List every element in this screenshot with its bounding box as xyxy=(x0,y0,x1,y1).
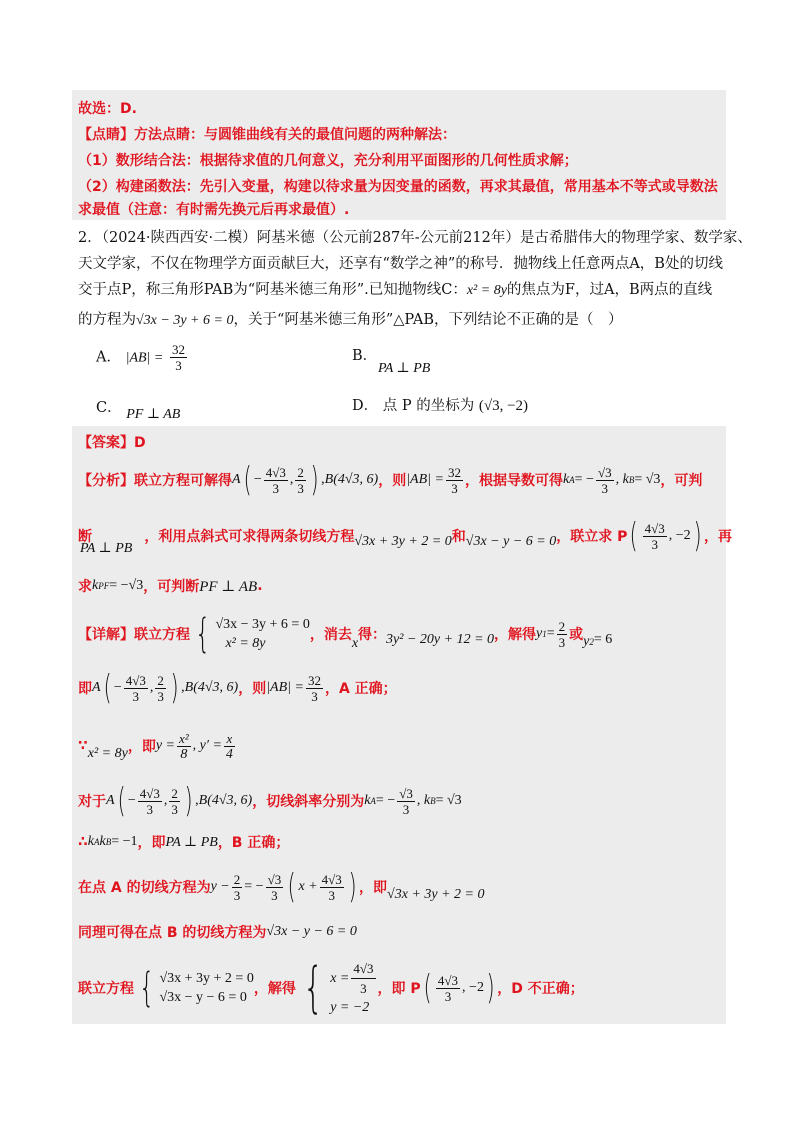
detail-solve-2: ，解得 xyxy=(253,981,296,997)
kpf-sub: PF xyxy=(98,581,110,591)
method-1: （1）数形结合法：根据待求值的几何意义，充分利用平面图形的几何性质求解； xyxy=(78,153,578,169)
detail-ji-5: ，即 P xyxy=(377,981,421,997)
analysis-he: 和 xyxy=(451,529,466,545)
detail4-a-x xyxy=(138,786,162,817)
y1-den: 3 xyxy=(558,634,566,650)
detail-yp-frac xyxy=(224,731,235,762)
ta-d1: 3 xyxy=(233,887,241,903)
analysis-head: 【分析】联立方程可解得 xyxy=(78,473,232,489)
parabola-equation: x² = 8y xyxy=(466,283,507,298)
final-p-num: 4√3 xyxy=(437,972,459,988)
final-p-den: 3 xyxy=(444,988,452,1004)
detail-de: 得： xyxy=(358,627,387,643)
detail-line-7 xyxy=(78,920,357,944)
question-line-3 xyxy=(78,278,712,299)
analysis-pf-ab: PF ⊥ AB xyxy=(199,578,258,595)
detail-a-x-num: 4√3 xyxy=(125,672,146,688)
sol-y: y = −2 xyxy=(330,1000,370,1015)
point-a-x-num: 4√3 xyxy=(265,464,286,480)
y2-sub: 2 xyxy=(589,637,594,647)
detail-ji-2: ，即 xyxy=(127,739,156,755)
line-ab-equation: √3x − 3y + 6 = 0 xyxy=(136,313,234,328)
option-d-label: D． xyxy=(352,398,379,414)
option-d-expr: (√3, −2) xyxy=(478,398,529,414)
analysis-ab-num: 32 xyxy=(447,464,461,480)
detail-ab-num: 32 xyxy=(307,672,321,688)
detail-line-5 xyxy=(78,830,289,854)
detail-line-2: 即 A ( − $\frac{4√3}{3}$ , $\frac{2}{3}$ ) , B(4√3, 6) ，则 |AB| = $\frac{32}{3}$ ，A 正确； xyxy=(78,668,397,708)
y1-symbol: y xyxy=(536,626,543,641)
detail4-a-y xyxy=(169,786,180,817)
ta-lhs: y − xyxy=(210,879,230,894)
analysis-p-num: 4√3 xyxy=(644,520,665,536)
detail-head: 【详解】联立方程 xyxy=(78,627,190,643)
ta-x: x + xyxy=(298,879,318,894)
detail-ka-num: √3 xyxy=(399,785,413,801)
detail-ka-eq: = − xyxy=(375,793,396,808)
analysis-ab-frac xyxy=(446,465,463,496)
analysis-zai: ，再 xyxy=(703,529,732,545)
detail-similarly: 同理可得在点 B 的切线方程为 xyxy=(78,925,267,941)
choice-line: 故选：D. xyxy=(78,101,137,117)
detail-ji-4: ，即 xyxy=(359,880,388,896)
detail-ab-den: 3 xyxy=(311,688,318,704)
point-a-y-num: 2 xyxy=(297,464,304,480)
detail-slopes: ，切线斜率分别为 xyxy=(252,794,365,810)
ta-n2: √3 xyxy=(267,871,282,887)
solution-system xyxy=(330,959,377,1017)
point-b: B(4√3, 6) xyxy=(324,472,379,487)
detail-a-x-den: 3 xyxy=(132,688,140,704)
question-line-4-text: 的方程为 xyxy=(78,312,136,328)
detail-sys-2: x² = 8y xyxy=(225,636,266,651)
analysis-pa-pb: PA ⊥ PB xyxy=(80,540,133,556)
detail-y-eq: y = xyxy=(155,738,175,753)
sol-x-den: 3 xyxy=(360,981,367,996)
detail-y-den: 8 xyxy=(180,746,188,762)
ka-eq: = − xyxy=(574,472,594,487)
ka-sub: A xyxy=(569,475,575,485)
ka-num: √3 xyxy=(597,464,612,480)
therefore-symbol: ∴ xyxy=(78,834,88,850)
question-line-2: 天文学家，不仅在物理学方面贡献巨大，还享有“数学之神”的称号．抛物线上任意两点A，B处的切线 xyxy=(78,256,723,272)
option-a-expr: |AB| = xyxy=(125,350,164,366)
detail-at-a: 在点 A 的切线方程为 xyxy=(78,880,211,896)
final-p-x xyxy=(436,973,460,1004)
because-symbol: ∵ xyxy=(78,738,88,754)
question-line-4 xyxy=(78,308,622,329)
detail-ka-sub: A xyxy=(370,796,376,806)
option-d xyxy=(352,394,528,415)
ta-frac-1 xyxy=(232,872,243,903)
detail-ka-den: 3 xyxy=(402,801,410,817)
detail-yp-den: 4 xyxy=(225,746,233,762)
analysis-tangent-2: √3x − y − 6 = 0 xyxy=(465,534,557,549)
detail4-a-y-num: 2 xyxy=(171,785,178,801)
analysis-tangent-1: √3x + 3y + 2 = 0 xyxy=(354,534,452,549)
detail-line-3 xyxy=(78,726,237,766)
question-line-3-tail: 的焦点为F，过A，B两点的直线 xyxy=(506,282,713,298)
analysis-line-1: 【分析】联立方程可解得 A ( − $\frac{4√3}{3}$ , $\frac{2}{3}$ ) , B(4√3, 6) ，则 |AB| = $\frac{32}{3}$ ，根据导数可得 k A = − $\frac{√3}{3}$ , k B = √3 ，可判 xyxy=(78,460,703,500)
analysis-judge: ，可判 xyxy=(660,473,703,489)
detail-papb: PA ⊥ PB xyxy=(165,834,218,850)
detail-y-frac xyxy=(177,731,191,762)
question-line-3-text: 交于点P，称三角形PAB为“阿基米德三角形”.已知抛物线C： xyxy=(78,282,467,298)
analysis-dot: . xyxy=(257,578,263,594)
option-a-label: A． xyxy=(96,349,121,366)
detail-a-y xyxy=(155,673,166,704)
detail-y-num: x² xyxy=(179,730,189,746)
method-2b: 求最值（注意：有时需先换元后再求最值）. xyxy=(78,202,350,218)
option-a-fraction xyxy=(170,342,187,373)
y2-symbol: y xyxy=(583,634,590,649)
kpf-symbol: k xyxy=(92,578,99,593)
analysis-p-y: , −2 xyxy=(668,528,691,543)
detail-line-6: 在点 A 的切线方程为 y − $\frac{2}{3}$ = − $\frac{√3}{3}$ ( x + $\frac{4√3}{3}$ ) ，即 √3x + 3y + 2 = 0 xyxy=(78,867,485,907)
detail-line-1: 【详解】联立方程 { √3x − 3y + 6 = 0 x² = 8y ，消去 x 得： 3y² − 20y + 12 = 0 ，解得 y 1 = $\frac{2}{3}$ 或 y $_2$ = 6 xyxy=(78,611,613,657)
detail-quadratic: 3y² − 20y + 12 = 0 xyxy=(386,632,495,647)
combine-sys-2: √3x − y − 6 = 0 xyxy=(159,990,247,1005)
detail-or: 或 xyxy=(569,627,584,643)
option-c xyxy=(96,396,181,422)
detail-point-b: B(4√3, 6) xyxy=(184,680,239,695)
detail-line-8: 联立方程 { √3x + 3y + 2 = 0 √3x − y − 6 = 0 ，解得 { x = $\frac{4√3}{3}$ y = −2 ，即 P ( $\frac{4√3}{3}$ , −2 ) ，D 不正确； xyxy=(78,956,584,1019)
analysis-qiu: 求 xyxy=(78,579,92,595)
tb-result: √3x − y − 6 = 0 xyxy=(266,924,357,939)
y1-eq: = xyxy=(546,626,555,641)
ta-n1: 2 xyxy=(233,871,241,887)
detail-ab: |AB| = xyxy=(266,680,304,695)
detail-kb-sub: B xyxy=(430,796,436,806)
ta-eq: = − xyxy=(244,879,264,894)
combine-sys-1: √3x + 3y + 2 = 0 xyxy=(159,971,254,986)
analysis-line-2: 断 PA ⊥ PB ，利用点斜式可求得两条切线方程 √3x + 3y + 2 = 0 和 √3x − y − 6 = 0 ，联立求 P ( $\frac{4√3}{3}$ , −2 ) ，再 xyxy=(78,516,732,556)
option-a-den: 3 xyxy=(175,358,182,373)
analysis-tangent-text: ，利用点斜式可求得两条切线方程 xyxy=(144,529,355,545)
analysis-then: ，则 xyxy=(378,473,407,489)
analysis-p-x xyxy=(643,521,667,552)
kakb-k1: k xyxy=(87,834,94,849)
analysis-judge-2: ，可判断 xyxy=(143,579,200,595)
option-a xyxy=(96,342,189,373)
sol-x-frac xyxy=(351,959,375,998)
detail-ka: k xyxy=(364,793,371,808)
sol-x-num: 4√3 xyxy=(351,959,375,979)
point-a-y-den: 3 xyxy=(297,480,304,496)
ta-result: √3x + 3y + 2 = 0 xyxy=(387,887,485,902)
kakb-eq: = −1 xyxy=(111,834,138,849)
detail-system xyxy=(215,615,309,653)
option-c-label: C． xyxy=(96,400,122,416)
option-b-label: B． xyxy=(352,348,378,364)
ka-den: 3 xyxy=(601,480,609,496)
detail-ab-frac xyxy=(306,673,323,704)
detail4-a-x-den: 3 xyxy=(146,801,154,817)
ka-frac xyxy=(596,465,614,496)
kb-sub: B xyxy=(628,475,635,485)
combine-system xyxy=(159,969,253,1007)
detail-yprime: , y′ = xyxy=(192,738,222,753)
option-b xyxy=(352,348,431,376)
detail-ka-frac xyxy=(397,786,415,817)
detail-for: 对于 xyxy=(78,794,106,810)
kpf-eq: = −√3 xyxy=(109,578,144,593)
option-a-num: 32 xyxy=(171,342,185,357)
detail-ji: 即 xyxy=(78,681,92,697)
detail-ji-3: ，即 xyxy=(137,835,166,851)
detail-yp-num: x xyxy=(224,731,235,747)
detail-line-4: 对于 A ( − $\frac{4√3}{3}$ , $\frac{2}{3}$ ) , B(4√3, 6) ，切线斜率分别为 k A = − $\frac{√3}{3}$ , k B = √3 xyxy=(78,781,462,821)
ka-symbol: k xyxy=(562,472,570,487)
point-a-y xyxy=(295,465,306,496)
ta-n3: 4√3 xyxy=(321,871,342,887)
analysis-p-den: 3 xyxy=(651,536,658,552)
y1-frac xyxy=(557,619,568,650)
answer-label: 【答案】D xyxy=(78,435,146,451)
detail-then: ，则 xyxy=(238,681,267,697)
detail-x-var: x xyxy=(351,636,359,651)
kakb-a: A xyxy=(93,837,100,847)
ta-d2: 3 xyxy=(271,887,278,903)
analysis-solve-p: ，联立求 P xyxy=(556,529,628,545)
question-line-1: 2．（2024·陕西西安·二模）阿基米德（公元前287年-公元前212年）是古希腊伟大的物理学家、数学家、 xyxy=(78,230,752,246)
option-b-expr: PA ⊥ PB xyxy=(378,361,431,376)
final-p-y: , −2 xyxy=(462,980,484,995)
detail-parabola: x² = 8y xyxy=(87,746,128,761)
kakb-k2: k xyxy=(99,834,106,849)
detail-b-correct: ，B 正确； xyxy=(217,835,290,851)
kb-eq: = √3 xyxy=(634,472,661,487)
detail4-point-b: B(4√3, 6) xyxy=(198,793,253,808)
ta-d3: 3 xyxy=(328,887,335,903)
question-line-4-tail: ，关于“阿基米德三角形”△PAB，下列结论不正确的是（ ） xyxy=(233,312,623,328)
point-a-x-den: 3 xyxy=(272,480,280,496)
detail-combine: 联立方程 xyxy=(78,981,134,997)
detail-sys-1: √3x − 3y + 6 = 0 xyxy=(215,617,310,632)
detail-kb-eq: = √3 xyxy=(435,793,462,808)
method-2a: （2）构建函数法：先引入变量，构建以待求量为因变量的函数，再求其最值，常用基本不等式或导数法 xyxy=(78,179,718,195)
y1-num: 2 xyxy=(558,618,566,634)
point-a-x xyxy=(264,465,288,496)
analysis-ab: |AB| = xyxy=(406,472,444,487)
analysis-ab-den: 3 xyxy=(451,480,458,496)
detail-a-x xyxy=(124,673,148,704)
detail-a-correct: ，A 正确； xyxy=(324,681,397,697)
note-heading: 【点睛】方法点睛：与圆锥曲线有关的最值问题的两种解法： xyxy=(78,127,456,143)
detail-a-y-num: 2 xyxy=(157,672,164,688)
analysis-line-3 xyxy=(78,574,263,598)
kakb-b: B xyxy=(105,837,112,847)
option-c-expr: PF ⊥ AB xyxy=(126,407,181,422)
y1-sub: 1 xyxy=(542,629,547,639)
detail-solved: ，解得 xyxy=(494,627,537,643)
y2-eq: = 6 xyxy=(593,632,613,647)
detail-d-wrong: ，D 不正确； xyxy=(497,981,584,997)
detail4-a-y-den: 3 xyxy=(171,801,178,817)
ta-frac-3 xyxy=(320,872,344,903)
detail-kb: , k xyxy=(416,793,431,808)
analysis-duan: 断 xyxy=(78,529,92,545)
sol-x: x = xyxy=(330,971,350,986)
detail-a-y-den: 3 xyxy=(157,688,164,704)
detail4-a-x-num: 4√3 xyxy=(139,785,160,801)
option-d-text: 点 P 的坐标为 xyxy=(382,398,475,414)
analysis-derivative: ，根据导数可得 xyxy=(464,473,563,489)
detail-eliminate: ，消去 xyxy=(309,627,352,643)
ta-frac-2 xyxy=(266,872,284,903)
kb-symbol: , k xyxy=(615,472,629,487)
